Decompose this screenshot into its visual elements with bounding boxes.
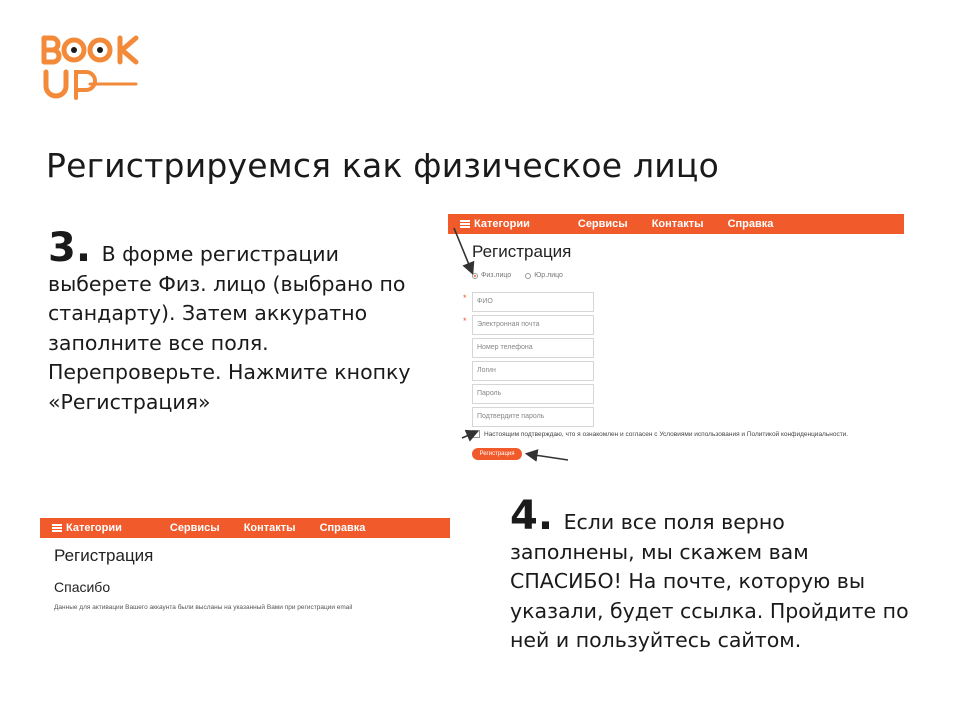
registration-fields — [463, 292, 594, 430]
consent-checkbox[interactable] — [472, 430, 480, 438]
nav-item-services[interactable]: Сервисы — [577, 218, 628, 230]
individual-radio[interactable] — [472, 273, 478, 279]
email-field[interactable]: * Электронная почта — [472, 315, 594, 335]
menu-icon — [52, 524, 62, 532]
login-field[interactable]: Логин — [472, 361, 594, 381]
registration-form-screenshot — [448, 214, 904, 464]
consent-row — [472, 430, 848, 438]
step-4-text — [510, 493, 910, 656]
nav-item-services[interactable]: Сервисы — [169, 522, 220, 534]
arrow-to-button — [528, 454, 568, 460]
nav-item-help[interactable]: Справка — [319, 522, 366, 534]
confirm-password-field[interactable]: Подтвердите пароль — [472, 407, 594, 427]
registration-heading: Регистрация — [54, 546, 154, 565]
company-radio-label: Юр.лицо — [534, 272, 563, 279]
register-button[interactable]: Регистрация — [472, 448, 522, 460]
page-title: Регистрируемся как физическое лицо — [46, 146, 719, 185]
step-4-description: Если все поля верно заполнены, мы скажем вам СПАСИБО! На почте, которую вы указали, будет ссылка. Пройдите по ней и пользуйтесь сайтом. — [510, 510, 909, 652]
thank-you-screenshot — [40, 518, 450, 618]
nav-item-contacts[interactable]: Контакты — [243, 522, 296, 534]
nav-bar — [448, 214, 904, 234]
nav-bar — [40, 518, 450, 538]
bookup-logo — [40, 32, 142, 100]
entity-type-radio-group — [472, 272, 563, 279]
menu-icon — [460, 220, 470, 228]
individual-radio-label: Физ.лицо — [481, 272, 512, 279]
nav-item-categories[interactable]: Категории — [52, 522, 146, 534]
nav-item-contacts[interactable]: Контакты — [651, 218, 704, 230]
step-3-description: В форме регистрации выберете Физ. лицо (выбрано по стандарту). Затем аккуратно заполните все поля. Перепроверьте. Нажмите кнопку «Регистрация» — [48, 242, 411, 414]
nav-item-help[interactable]: Справка — [727, 218, 774, 230]
step-4-number: 4. — [510, 493, 554, 539]
arrow-to-radio — [454, 228, 472, 272]
phone-field[interactable]: Номер телефона — [472, 338, 594, 358]
fullname-field[interactable]: * ФИО — [472, 292, 594, 312]
thanks-text: Спасибо — [54, 579, 111, 595]
step-3-number: 3. — [48, 225, 92, 271]
step-3-text — [48, 225, 428, 417]
activation-note: Данные для активации Вашего аккаунта были высланы на указанный Вами при регистрации email — [54, 604, 353, 611]
consent-text: Настоящим подтверждаю, что я ознакомлен и согласен с Условиями использования и Политикой конфиденциальности. — [484, 430, 849, 438]
company-radio[interactable] — [525, 273, 531, 279]
password-field[interactable]: Пароль — [472, 384, 594, 404]
nav-item-categories[interactable]: Категории — [460, 218, 554, 230]
registration-heading: Регистрация — [472, 242, 572, 261]
